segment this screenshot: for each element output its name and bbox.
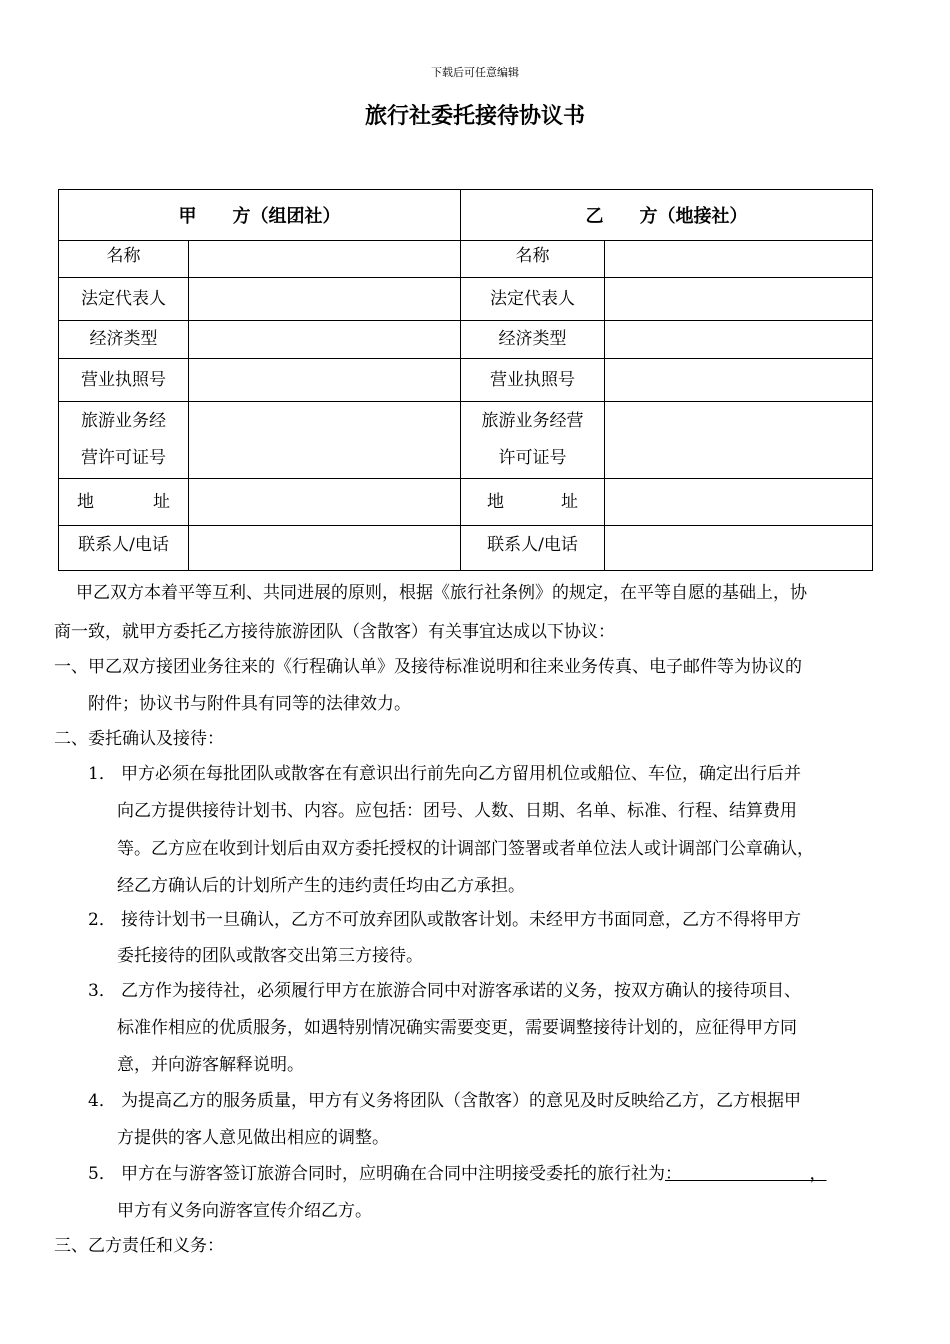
b-legal-rep-label: 法定代表人 [490, 288, 575, 309]
b-legal-rep-field[interactable] [605, 278, 873, 321]
intro-line-2: 商一致，就甲方委托乙方接待旅游团队（含散客）有关事宜达成以下协议： [54, 622, 615, 642]
agency-name-blank[interactable]: ： ， [665, 1164, 827, 1184]
item-3-line-2: 标准作相应的优质服务，如遇特别情况确实需要变更，需要调整接待计划的，应征得甲方同 [117, 1018, 797, 1038]
a-name-label: 名称 [106, 246, 141, 266]
a-contact-field[interactable] [189, 526, 461, 571]
a-legal-rep-field[interactable] [189, 278, 461, 321]
a-permit-field[interactable] [189, 402, 461, 479]
b-permit-label-line1: 旅游业务经营 [481, 411, 584, 431]
item-1-line-4: 经乙方确认后的计划所产生的违约责任均由乙方承担。 [117, 876, 525, 896]
item-2-line-2: 委托接待的团队或散客交出第三方接待。 [117, 946, 423, 966]
item-5-number: 5． [88, 1164, 116, 1184]
item-2-line-1: 接待计划书一旦确认，乙方不可放弃团队或散客计划。未经甲方书面同意，乙方不得将甲方 [121, 910, 801, 930]
item-5-line-2: 甲方有义务向游客宣传介绍乙方。 [117, 1201, 372, 1221]
item-1-line-2: 向乙方提供接待计划书、内容。应包括：团号、人数、日期、名单、标准、行程、结算费用 [117, 801, 797, 821]
b-contact-label: 联系人/电话 [487, 534, 578, 555]
a-license-label: 营业执照号 [81, 369, 166, 390]
item-3-line-1: 乙方作为接待社，必须履行甲方在旅游合同中对游客承诺的义务，按双方确认的接待项目、 [121, 981, 801, 1001]
item-5-line-1 [121, 1156, 827, 1193]
b-economy-type-label: 经济类型 [498, 329, 567, 349]
document-title: 旅行社委托接待协议书 [364, 104, 585, 129]
section-2-heading: 二、委托确认及接待： [54, 729, 224, 749]
a-address-label-right: 址 [153, 491, 170, 512]
b-address-label-right: 址 [561, 491, 578, 512]
party-a-header: 甲 方（组团社） [59, 190, 461, 241]
section-1-line-1: 一、甲乙双方接团业务往来的《行程确认单》及接待标准说明和往来业务传真、电子邮件等为协议的 [54, 657, 802, 677]
b-license-label: 营业执照号 [490, 369, 575, 390]
b-name-label: 名称 [515, 246, 550, 266]
header-note: 下载后可任意编辑 [431, 66, 519, 79]
a-address-label-left: 地 [77, 491, 94, 512]
a-legal-rep-label: 法定代表人 [81, 288, 166, 309]
party-b-header: 乙 方（地接社） [461, 190, 873, 241]
a-permit-label-line1: 旅游业务经 [81, 411, 166, 431]
item-3-number: 3． [88, 981, 116, 1001]
item-3-line-3: 意，并向游客解释说明。 [117, 1055, 304, 1075]
b-address-field[interactable] [605, 479, 873, 526]
a-permit-label-line2: 营许可证号 [81, 448, 166, 468]
b-permit-field[interactable] [605, 402, 873, 479]
a-economy-type-label: 经济类型 [89, 329, 158, 349]
b-address-label-left: 地 [487, 491, 504, 512]
a-contact-label: 联系人/电话 [78, 534, 169, 555]
item-2-number: 2． [88, 910, 116, 930]
intro-line-1: 甲乙双方本着平等互利、共同进展的原则，根据《旅行社条例》的规定，在平等自愿的基础上，协 [76, 583, 807, 603]
item-4-line-2: 方提供的客人意见做出相应的调整。 [117, 1128, 389, 1148]
a-address-field[interactable] [189, 479, 461, 526]
parties-table [58, 189, 873, 571]
b-contact-field[interactable] [605, 526, 873, 571]
item-1-line-3: 等。乙方应在收到计划后由双方委托授权的计调部门签署或者单位法人或计调部门公章确认， [117, 839, 814, 859]
item-4-number: 4． [88, 1091, 116, 1111]
a-economy-type-field[interactable] [189, 321, 461, 359]
item-1-line-1: 甲方必须在每批团队或散客在有意识出行前先向乙方留用机位或船位、车位，确定出行后并 [121, 764, 801, 784]
b-economy-type-field[interactable] [605, 321, 873, 359]
b-permit-label-line2: 许可证号 [498, 448, 567, 468]
item-1-number: 1． [88, 764, 116, 784]
item-5-line-1-text: 甲方在与游客签订旅游合同时，应明确在合同中注明接受委托的旅行社为 [121, 1164, 665, 1184]
b-license-field[interactable] [605, 359, 873, 402]
a-address-label [59, 487, 188, 512]
item-4-line-1: 为提高乙方的服务质量，甲方有义务将团队（含散客）的意见及时反映给乙方，乙方根据甲 [121, 1091, 801, 1111]
a-license-field[interactable] [189, 359, 461, 402]
a-name-field[interactable] [189, 241, 461, 278]
b-name-field[interactable] [605, 241, 873, 278]
b-address-label [461, 487, 604, 512]
section-1-line-2: 附件；协议书与附件具有同等的法律效力。 [88, 694, 411, 714]
section-3-heading: 三、乙方责任和义务： [54, 1236, 224, 1256]
